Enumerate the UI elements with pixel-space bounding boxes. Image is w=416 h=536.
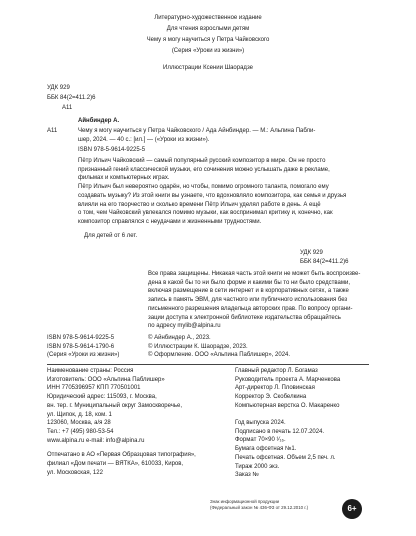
age-rating-badge: 6+	[342, 499, 362, 519]
imprint-line: Тел.: +7 (495) 980-53-54	[47, 428, 114, 435]
imprint-line: Наименование страны: Россия	[47, 368, 134, 374]
rights-bbk: ББК 84(2=411.2)6	[300, 259, 349, 265]
annotation-line: признанный гений классической музыки, его сочинения можно услышать даже в рекламе,	[78, 166, 330, 173]
print-line: Год выпуска 2024.	[235, 420, 286, 426]
staff-line: Главный редактор Л. Богамаз	[235, 368, 318, 374]
imprint-line: вн. тер. г. Муниципальный округ Замоскворечье,	[47, 402, 183, 409]
staff-credits	[235, 367, 340, 411]
annotation	[78, 157, 346, 227]
staff-line: Компьютерная верстка О. Макаренко	[235, 402, 340, 409]
bibliographic-line-2: шер, 2024. — 40 с.: [ил.] — («Уроки из жизни»).	[78, 137, 210, 143]
illustrations: Иллюстрации Ксении Шаорадзе	[163, 65, 253, 71]
imprint-line: ИНН 7705396957 КПП 770501001	[47, 385, 141, 392]
staff-line: Корректор Э. Скобелкина	[235, 394, 307, 401]
series: (Серия «Уроки из жизни»)	[171, 48, 245, 54]
imprint-line: www.alpina.ru e-mail: info@alpina.ru	[47, 437, 145, 444]
imprint-line: Отпечатано в АО «Первая Образцовая типография»,	[47, 452, 196, 459]
copyright-notices	[148, 334, 290, 360]
rights-line: дена в какой бы то ни было форме и какими бы то ни было средствами,	[148, 279, 351, 286]
print-line: Печать офсетная. Объем 2,5 печ. л.	[235, 454, 336, 461]
imprint-line: Изготовитель: ООО «Альпина Паблишер»	[47, 376, 165, 383]
annotation-line: о том, чем Чайковский увлекался помимо музыки, как воспринимал критику и, конечно, как	[78, 210, 333, 217]
imprint-line: ул. Московская, 122	[47, 469, 103, 476]
annotation-line: фильмах и компьютерных играх.	[78, 175, 170, 182]
rights-line: зации доступа к электронной библиотеке издательства обращайтесь	[148, 314, 341, 321]
copyright-line: © Айнбиндер А., 2023.	[148, 335, 211, 341]
rights-line: Все права защищены. Никакая часть этой книги не может быть воспроизве-	[148, 271, 361, 277]
print-line: Заказ №	[235, 472, 259, 479]
rights-line: запись в память ЭВМ, для частного или публичного использования без	[148, 297, 348, 304]
print-line: Тираж 2000 экз.	[235, 463, 280, 470]
udk-code: УДК 929	[47, 85, 70, 91]
print-line: Формат 70×90 ¹⁄₁₆.	[235, 437, 286, 444]
isbn-line: (Серия «Уроки из жизни»)	[47, 352, 120, 359]
copyright-line: © Оформление. ООО «Альпина Паблишер», 2024.	[148, 352, 291, 359]
rights-line: по адресу mylib@alpina.ru	[148, 323, 221, 330]
info-product-sign	[210, 499, 308, 511]
annotation-line: Пётр Ильич Чайковский — самый популярный русский композитор в мире. Он не просто	[78, 158, 326, 164]
a-code: А11	[62, 105, 73, 111]
isbn-line: ISBN 978-5-9614-1790-6	[47, 343, 115, 350]
audience: Для чтения взрослыми детям	[166, 26, 250, 32]
info-product-law: (Федеральный закон № 436-ФЗ от 29.12.2010 г.)	[210, 505, 309, 510]
rights-udk: УДК 929	[300, 250, 323, 256]
print-line: Подписано в печать 12.07.2024.	[235, 428, 325, 435]
rights-line: письменного разрешения владельца авторских прав. По вопросу органи-	[148, 305, 353, 312]
annotation-line: влияли на его творчество и сколько времени Пётр Ильич уделял работе в день. А ещё	[78, 201, 321, 208]
print-details	[235, 419, 336, 480]
copyright-line: © Иллюстрации К. Шаорадзе, 2023.	[148, 343, 248, 350]
isbn-line: ISBN 978-5-9614-9225-5	[47, 335, 115, 341]
manufacturer-info	[47, 367, 196, 477]
staff-line: Арт-директор Л. Пловинская	[235, 385, 315, 392]
age-recommendation: Для детей от 6 лет.	[84, 233, 138, 239]
imprint-line: филиал «Дом печати — ВЯТКА», 610033, Киров,	[47, 461, 184, 468]
print-line: Бумага офсетная №1.	[235, 446, 297, 453]
staff-line: Руководитель проекта А. Марченкова	[235, 376, 341, 383]
rights-notice	[148, 270, 360, 331]
isbn-list	[47, 334, 119, 360]
imprint-line: ул. Щипок, д. 18, ком. 1	[47, 411, 112, 418]
info-product-line: Знак информационной продукции	[210, 499, 280, 504]
edition-type: Литературно-художественное издание	[154, 15, 262, 21]
imprint-line: 123060, Москва, а/я 28	[47, 420, 111, 427]
annotation-line: композитор справлялся с неудачами и жизненными трудностями.	[78, 218, 262, 225]
margin-code: А11	[47, 128, 58, 134]
rights-line: включая размещение в сети интернет и в корпоративных сетях, а также	[148, 288, 349, 295]
divider	[47, 364, 369, 365]
bbk-code: ББК 84(2=411.2)6	[47, 95, 96, 101]
isbn-main: ISBN 978-5-9614-9225-5	[78, 147, 146, 153]
bibliographic-line-1: Чему я могу научиться у Петра Чайковского / Ада Айнбиндер. — М.: Альпина Пабли-	[78, 128, 316, 134]
book-title: Чему я могу научиться у Петра Чайковского	[146, 37, 270, 43]
author: Айнбиндер А.	[78, 118, 120, 124]
annotation-line: создавать музыку? Из этой книги вы узнаете, что вдохновляло композитора, как семья и друзья	[78, 192, 347, 199]
annotation-line: Пётр Ильич был невероятно одарён, но чтобы, помимо огромного таланта, помогало ему	[78, 184, 329, 191]
imprint-line: Юридический адрес: 115093, г. Москва,	[47, 394, 157, 401]
